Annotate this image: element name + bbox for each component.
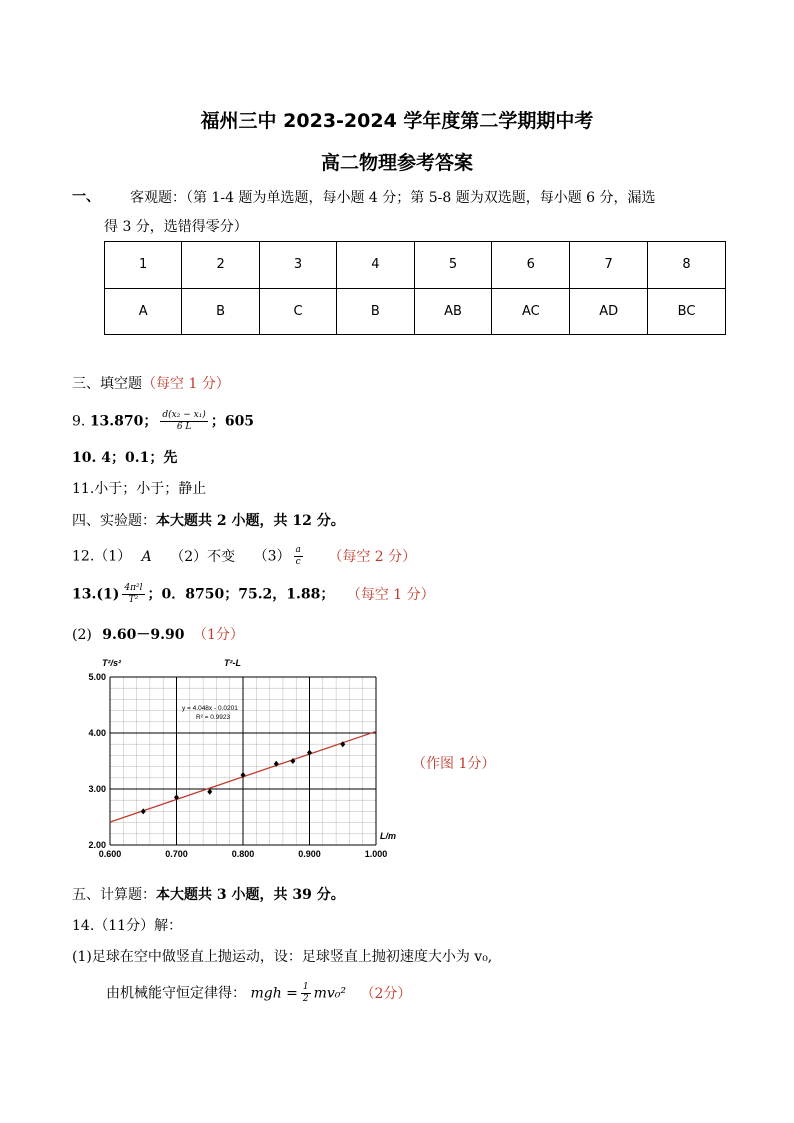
section-4-label: 四、实验题： [72, 513, 156, 529]
y-tick-label: 5.00 [88, 672, 106, 682]
answer-table-answer-row [105, 288, 726, 335]
q12-answer-1: A [141, 548, 152, 565]
q14-fraction-denominator: 2 [302, 994, 309, 1004]
q14-fraction [301, 982, 311, 1005]
q13-prefix: 13.(1) [72, 586, 120, 603]
q14-formula-right: mv₀² [313, 985, 347, 1002]
x-tick-label: 0.900 [298, 849, 321, 859]
table-cell: B [182, 288, 259, 335]
question-13 [72, 583, 435, 606]
table-cell: 4 [337, 242, 414, 289]
t2-l-chart [74, 652, 404, 870]
q13-answers: ；0．8750；75.2，1.88； [147, 586, 335, 603]
y-axis-label: T²/s² [102, 658, 121, 668]
section-3-heading [72, 373, 230, 393]
section-5-heading [72, 884, 345, 904]
table-cell: A [105, 288, 182, 335]
chart-title: T²-L [224, 658, 241, 668]
title-line-2: 高二物理参考答案 [320, 152, 473, 174]
table-cell: BC [648, 288, 726, 335]
section-5-desc: 本大题共 3 小题，共 39 分。 [156, 887, 345, 903]
q12-fraction-numerator: a [295, 545, 301, 555]
section-3-label: 三、填空题 [72, 376, 142, 392]
table-cell: AB [414, 288, 492, 335]
table-cell: 1 [105, 242, 182, 289]
question-14-part-1: (1)足球在空中做竖直上抛运动，设：足球竖直上抛初速度大小为 v₀, [72, 949, 493, 965]
answer-table [104, 241, 726, 335]
section-4-desc: 本大题共 2 小题，共 12 分。 [156, 513, 345, 529]
question-9 [72, 410, 254, 433]
plot-note: （作图 1分） [412, 756, 496, 772]
q13-fraction-denominator: T² [128, 595, 139, 605]
q12-part-3: （3） [253, 548, 291, 565]
table-cell: 5 [414, 242, 492, 289]
question-10: 10. 4；0.1；先 [72, 450, 178, 466]
x-tick-label: 0.700 [165, 849, 188, 859]
section-3-score: （每空 1 分） [142, 376, 230, 392]
question-12 [72, 545, 416, 568]
q9-answer-1: 13.870； [89, 413, 158, 430]
q9-answer-3: ；605 [210, 413, 255, 430]
question-13-part-2 [72, 624, 244, 644]
q9-fraction-numerator: d(x₂ − x₁) [162, 410, 206, 420]
section-1-number: 一、 [72, 189, 100, 205]
q9-fraction-denominator: 6 L [176, 422, 192, 432]
q12-part-2: （2）不变 [170, 548, 236, 565]
table-cell: AD [570, 288, 648, 335]
table-cell: 6 [492, 242, 570, 289]
table-cell: AC [492, 288, 570, 335]
section-5-label: 五、计算题： [72, 887, 156, 903]
question-14-part-1-formula [106, 982, 411, 1005]
x-tick-label: 0.800 [231, 849, 255, 859]
section-4-heading [72, 510, 345, 530]
q14-formula-left: mgh = [250, 985, 298, 1002]
q13b-value: 9.60－9.90 [102, 627, 185, 643]
q13b-prefix: (2) [72, 627, 92, 643]
q14-formula-text: 由机械能守恒定律得： [106, 985, 246, 1002]
y-tick-label: 4.00 [88, 728, 106, 738]
q13b-score: （1分） [192, 627, 244, 643]
table-cell: 2 [182, 242, 259, 289]
question-11: 11.小于；小于；静止 [72, 481, 207, 497]
data-point [141, 808, 146, 814]
q9-fraction [160, 410, 207, 433]
section-1-instructions-cont: 得 3 分，选错得零分） [104, 219, 248, 235]
x-tick-label: 0.600 [98, 849, 122, 859]
section-1-instructions: 客观题：（第 1-4 题为单选题，每小题 4 分；第 5-8 题为双选题，每小题 6 分，漏选 [130, 190, 656, 206]
x-axis-label: L/m [380, 831, 397, 841]
table-cell: 8 [648, 242, 726, 289]
data-point [207, 789, 212, 795]
q12-score: （每空 2 分） [328, 548, 417, 565]
trendline-equation: y = 4.048x - 0.0201 [182, 705, 238, 712]
q12-fraction [294, 545, 303, 568]
trendline-r2: R² = 0.9923 [196, 714, 231, 721]
q12-fraction-denominator: c [294, 556, 303, 568]
q14-score: （2分） [360, 985, 412, 1002]
table-cell: B [337, 288, 414, 335]
q14-fraction-numerator: 1 [302, 982, 309, 992]
q9-prefix: 9. [72, 413, 86, 430]
x-tick-label: 1.000 [364, 849, 388, 859]
y-tick-label: 2.00 [88, 840, 106, 850]
table-cell: 7 [570, 242, 648, 289]
title-line-1: 福州三中 2023-2024 学年度第二学期期中考 [200, 110, 594, 132]
y-tick-label: 3.00 [88, 784, 106, 794]
q12-part-1: 12.（1） [72, 548, 132, 565]
table-cell: C [259, 288, 336, 335]
answer-table-header-row [105, 242, 726, 289]
q13-fraction-numerator: 4π²l [124, 583, 143, 593]
q13-score: （每空 1 分） [346, 586, 435, 603]
q13-fraction [122, 583, 144, 606]
table-cell: 3 [259, 242, 336, 289]
question-14: 14.（11分）解： [72, 918, 183, 934]
